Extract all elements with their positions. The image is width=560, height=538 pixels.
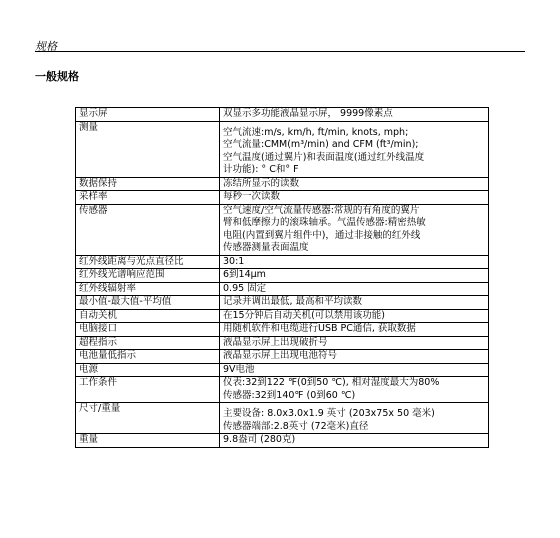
spec-value	[220, 363, 489, 377]
spec-label: 红外线距离与光点直径比	[76, 255, 220, 269]
spec-row	[76, 309, 489, 323]
spec-label: 红外线光谱响应范围	[76, 269, 220, 283]
spec-label: 电源	[76, 363, 220, 377]
spec-value-line: 仪表:32到122 ℉(0到50 ℃), 相对湿度最大为80%	[223, 377, 440, 388]
section-title: 一般规格	[35, 70, 79, 83]
spec-row	[76, 434, 489, 448]
spec-value-line: 液晶显示屏上出现破折号	[223, 336, 328, 348]
spec-value-line: 传感器测量表面温度	[223, 242, 309, 253]
spec-label: 显示屏	[76, 108, 220, 122]
spec-row	[76, 177, 489, 191]
spec-value	[220, 323, 489, 337]
spec-label: 测量	[76, 121, 220, 177]
spec-row	[76, 255, 489, 269]
spec-label: 重量	[76, 434, 220, 448]
spec-value-line: 传感器:32到140℉ (0到60 ℃)	[223, 389, 356, 401]
spec-value	[220, 269, 489, 283]
spec-value-line: 0.95 固定	[223, 282, 267, 294]
spec-label: 最小值-最大值-平均值	[76, 296, 220, 310]
spec-row	[76, 363, 489, 377]
spec-row	[76, 323, 489, 337]
spec-value-line: 空气速度/空气流量传感器:常规的有角度的翼片	[223, 204, 420, 216]
spec-value-line: 9V电池	[223, 363, 255, 375]
spec-table	[75, 107, 489, 448]
spec-value-line: 6到14μm	[223, 269, 266, 280]
header-title: 规格	[35, 40, 57, 53]
spec-row	[76, 350, 489, 364]
spec-table-body	[76, 108, 489, 448]
spec-value	[220, 121, 489, 177]
spec-label: 采样率	[76, 191, 220, 205]
spec-value	[220, 336, 489, 350]
header-divider	[35, 51, 525, 52]
spec-value	[220, 255, 489, 269]
spec-value-line: 空气温度(通过翼片)和表面温度(通过红外线温度	[223, 151, 425, 163]
spec-label: 电池量低指示	[76, 350, 220, 364]
spec-value-line: 传感器端部:2.8英寸 (72毫米)直径	[223, 420, 369, 432]
spec-value	[220, 350, 489, 364]
spec-row	[76, 269, 489, 283]
spec-value	[220, 377, 489, 403]
spec-value	[220, 177, 489, 191]
spec-value-line: 记录并调出最低, 最高和平均读数	[223, 296, 363, 307]
spec-value	[220, 309, 489, 323]
spec-value-line: 计功能): ° C和° F	[223, 164, 299, 175]
spec-value-line: 用随机软件和电缆进行USB PC通信, 获取数据	[223, 323, 416, 334]
spec-value-line: 电阻(内置到翼片组件中)，通过非接触的红外线	[223, 229, 421, 241]
spec-value-line: 9.8盎司 (280克)	[223, 434, 296, 445]
spec-row	[76, 191, 489, 205]
spec-label: 超程指示	[76, 336, 220, 350]
spec-value-line: 主要设备: 8.0x3.0x1.9 英寸 (203x75x 50 毫米)	[223, 408, 435, 419]
spec-value	[220, 403, 489, 434]
spec-row	[76, 377, 489, 403]
spec-value	[220, 282, 489, 296]
spec-value	[220, 296, 489, 310]
spec-row	[76, 336, 489, 350]
spec-row	[76, 403, 489, 434]
spec-value	[220, 434, 489, 448]
spec-value-line: 每秒一次读数	[223, 191, 281, 202]
spec-row	[76, 121, 489, 177]
spec-row	[76, 108, 489, 122]
spec-value-line: 空气流量:CMM(m³/min) and CFM (ft³/min);	[223, 139, 419, 150]
spec-label: 数据保持	[76, 177, 220, 191]
spec-value-line: 在15分钟后自动关机(可以禁用该功能)	[223, 309, 386, 321]
spec-value-line: 30:1	[223, 255, 245, 267]
spec-row	[76, 296, 489, 310]
spec-label: 红外线辐射率	[76, 282, 220, 296]
spec-value	[220, 204, 489, 255]
spec-value-line: 冻结所显示的读数	[223, 177, 300, 189]
spec-value	[220, 108, 489, 122]
spec-value-line: 双显示多功能液晶显示屏， 9999像素点	[223, 108, 393, 119]
spec-label: 尺寸/重量	[76, 403, 220, 434]
spec-value-line: 空气流速:m/s, km/h, ft/min, knots, mph;	[223, 126, 409, 138]
spec-row	[76, 204, 489, 255]
spec-label: 工作条件	[76, 377, 220, 403]
spec-value-line: 液晶显示屏上出现电池符号	[223, 350, 338, 361]
spec-value-line: 臂和低摩擦力的滚珠轴承。气温传感器:精密热敏	[223, 217, 426, 228]
spec-label: 传感器	[76, 204, 220, 255]
spec-label: 自动关机	[76, 309, 220, 323]
spec-label: 电脑接口	[76, 323, 220, 337]
spec-value	[220, 191, 489, 205]
spec-row	[76, 282, 489, 296]
